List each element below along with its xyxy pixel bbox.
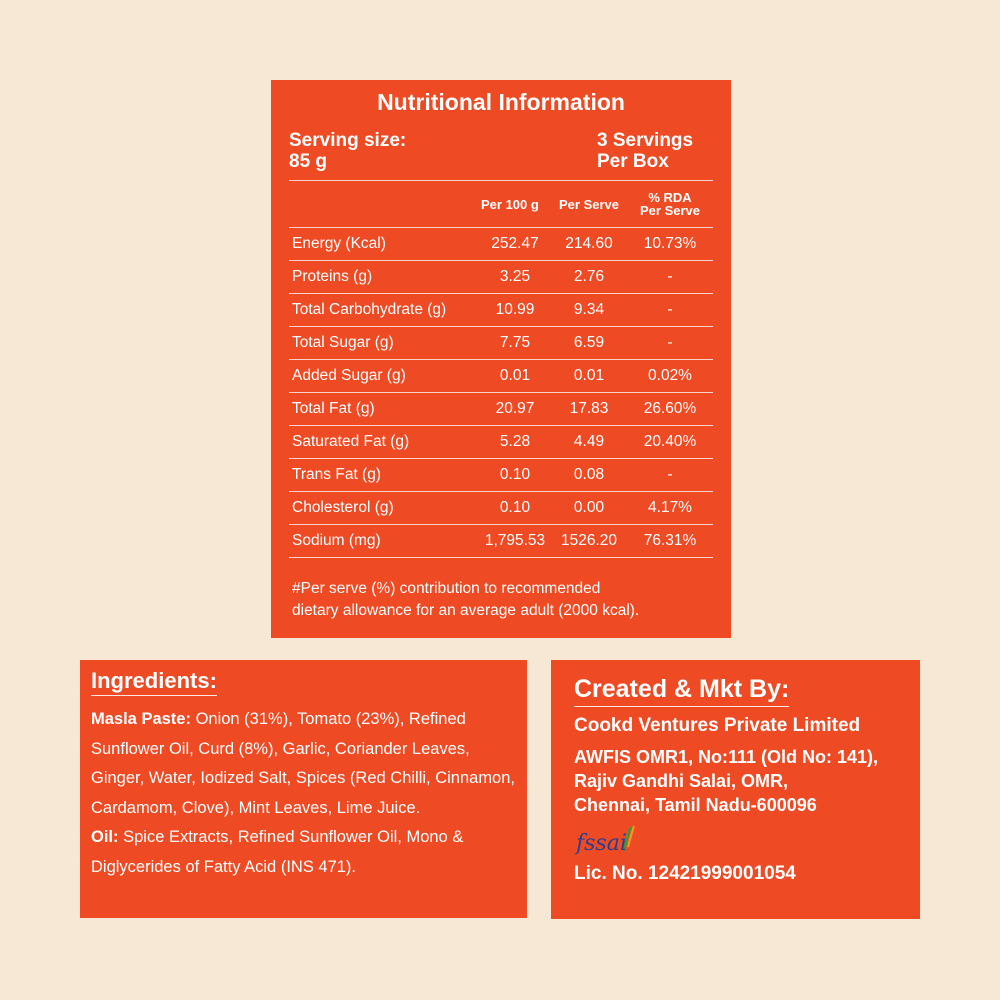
oil-label: Oil: [91,828,119,846]
nutrient-name: Cholesterol (g) [292,499,394,516]
serving-info [289,130,713,172]
oil-ingredients: Spice Extracts, Refined Sunflower Oil, Mono & Diglycerides of Fatty Acid (INS 471). [91,828,464,876]
rda-value: 26.60% [643,400,697,417]
manufacturer-title: Created & Mkt By: [574,674,789,707]
address-line1: AWFIS OMR1, No:111 (Old No: 141), [574,747,879,767]
per-100g-value: 3.25 [499,268,531,285]
nutrition-table-body [289,227,713,558]
table-row [289,425,713,458]
per-100g-value: 1,795.53 [484,532,546,549]
rda-footnote [289,578,713,622]
per-serve-value: 0.01 [573,367,605,384]
per-100g-value: 252.47 [491,235,539,252]
rda-value: 76.31% [643,532,697,549]
servings-per-box-line2: Per Box [597,151,669,172]
per-serve-value: 0.00 [573,499,605,516]
header-rda [627,191,713,217]
table-row [289,491,713,524]
header-per-100g: Per 100 g [481,196,539,212]
table-row [289,227,713,260]
per-100g-value: 5.28 [499,433,531,450]
per-100g-value: 20.97 [495,400,535,417]
ingredients-text [91,705,517,882]
per-serve-value: 214.60 [565,235,613,252]
nutrient-name: Proteins (g) [292,268,373,285]
per-100g-value: 10.99 [495,301,535,318]
per-serve-value: 17.83 [569,400,609,417]
header-per-serve: Per Serve [559,196,619,212]
ingredients-title: Ingredients: [91,668,217,696]
masla-paste-label: Masla Paste: [91,710,191,728]
address-line3: Chennai, Tamil Nadu-600096 [574,795,817,815]
footnote-line1: #Per serve (%) contribution to recommended [292,580,601,597]
rda-value: 4.17% [648,499,692,516]
company-address [574,745,910,817]
rda-value: 0.02% [648,367,692,384]
nutrient-name: Sodium (mg) [292,532,381,549]
rda-value: - [667,334,673,351]
rda-value: - [667,466,673,483]
table-row [289,524,713,558]
nutrition-title: Nutritional Information [377,89,625,115]
per-serve-value: 1526.20 [560,532,618,549]
table-row [289,326,713,359]
company-name: Cookd Ventures Private Limited [574,715,861,736]
per-serve-value: 4.49 [573,433,605,450]
nutrient-name: Total Carbohydrate (g) [292,301,447,318]
address-line2: Rajiv Gandhi Salai, OMR, [574,771,789,791]
per-serve-value: 6.59 [573,334,605,351]
table-row [289,458,713,491]
servings-per-box-line1: 3 Servings [597,130,694,151]
header-rda-line2: Per Serve [640,203,700,218]
per-serve-value: 0.08 [573,466,605,483]
nutrition-table-header [289,180,713,227]
nutrient-name: Total Sugar (g) [292,334,394,351]
fssai-logo-icon [574,823,644,859]
rda-value: 10.73% [643,235,697,252]
table-row [289,260,713,293]
nutrient-name: Trans Fat (g) [292,466,381,483]
per-100g-value: 0.10 [499,499,531,516]
fssai-logo-text: fssai [576,831,627,856]
nutrition-panel [271,80,731,638]
rda-value: - [667,301,673,318]
table-row [289,293,713,326]
rda-value: - [667,268,673,285]
nutrient-name: Energy (Kcal) [292,235,386,252]
per-100g-value: 0.10 [499,466,531,483]
rda-value: 20.40% [643,433,697,450]
ingredients-panel [80,660,527,918]
serving-size-value: 85 g [289,151,328,172]
nutrient-name: Total Fat (g) [292,400,375,417]
per-serve-value: 9.34 [573,301,605,318]
header-rda-line1: % RDA [648,190,692,205]
table-row [289,359,713,392]
per-100g-value: 0.01 [499,367,531,384]
table-row [289,392,713,425]
license-number: Lic. No. 12421999001054 [574,863,796,884]
manufacturer-panel [551,660,920,919]
nutrient-name: Saturated Fat (g) [292,433,410,450]
footnote-line2: dietary allowance for an average adult (2000 kcal). [292,602,640,619]
masla-paste-ingredients: Onion (31%), Tomato (23%), Refined Sunflower Oil, Curd (8%), Garlic, Coriander Leaves, Ginger, Water, Iodized Salt, Spices (Red Chilli, Cinnamon, Cardamom, Clove), Mint Leaves, Lime Juice. [91,710,515,817]
per-100g-value: 7.75 [499,334,531,351]
per-serve-value: 2.76 [573,268,605,285]
serving-size-label: Serving size: [289,130,407,151]
nutrient-name: Added Sugar (g) [292,367,406,384]
